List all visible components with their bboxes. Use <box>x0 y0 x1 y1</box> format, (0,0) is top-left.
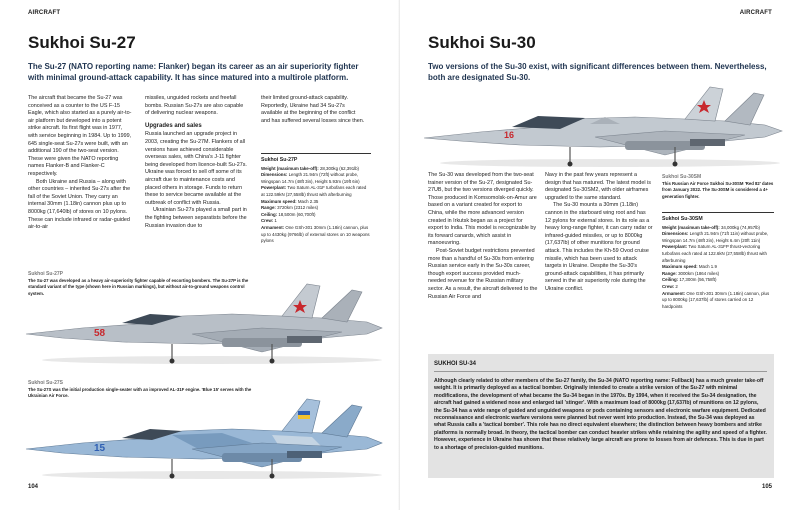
spec-key: Weight (maximum take-off): <box>662 224 720 230</box>
spec-value: Mach 1.9 <box>697 264 717 270</box>
spec-row <box>662 277 774 284</box>
spec-key: Dimensions: <box>261 172 288 178</box>
spec-value: Length 21.94m (72ft) without probe, Wingspan 14.7m (48ft 3in), Height 5.93m (19ft 6in) <box>261 172 360 184</box>
caption-title: Sukhoi Su-30SM <box>662 174 702 180</box>
page-title: Sukhoi Su-30 <box>428 33 536 52</box>
page-number: 105 <box>761 484 772 490</box>
spec-row <box>261 212 371 219</box>
su27s-illustration <box>22 395 394 485</box>
spec-value: Two Saturn AL-31FP thrust-vectoring turbofans each rated at 122.6kN (27,558lb) thrust with afterburning <box>662 244 767 263</box>
spec-value: 28,300kg (62,391lb) <box>318 165 360 171</box>
spec-value: 3720km (2312 miles) <box>275 205 319 211</box>
body-column-3 <box>261 95 365 125</box>
spec-value: 3000km (1864 miles) <box>676 270 720 276</box>
tail-number: 58 <box>94 328 106 339</box>
body-paragraph: missiles, unguided rockets and freefall bombs. Russian Su-27s are also capable of delivering nuclear weapons. <box>145 95 244 117</box>
su34-sidebar-box <box>428 354 774 478</box>
sidebar-divider <box>434 371 767 372</box>
body-paragraph: Navy in the past few years represent a design that has matured. The latest model is designated Su-30SM2, with older airframes upgraded to the same standard. <box>545 172 651 201</box>
body-paragraph: their limited ground-attack capability. Reportedly, Ukraine had 34 Su-27s available at the beginning of the conflict and has suffered several losses since then. <box>261 95 365 124</box>
caption-su30sm <box>662 174 774 200</box>
spec-row <box>662 271 774 278</box>
spec-key: Crew: <box>261 218 274 224</box>
spec-key: Range: <box>261 205 276 211</box>
su30sm-illustration <box>420 84 792 172</box>
caption-title: Sukhoi Su-27P <box>28 271 64 277</box>
lead-paragraph: Two versions of the Su-30 exist, with significant differences between them. Nevertheless, both are designated Su-30. <box>428 62 767 82</box>
spec-key: Maximum speed: <box>261 198 297 204</box>
body-paragraph: The aircraft that became the Su-27 was conceived as a counter to the US F-15 Eagle, which also started as a purely air-to-air platform but developed into a potent strike aircraft. Its first flight was in 1977, with service beginning in 1984. Up to 1999, 645 single-seat Su-27s were built, with an additional 190 of the two-seat version. These were given the NATO reporting names Flanker-B and Flanker-C respectively. <box>28 95 132 177</box>
spec-key: Ceiling: <box>662 277 679 283</box>
body-paragraph: Both Ukraine and Russia – along with other countries – inherited Su-27s after the fall of the Soviet Union. They carry an internal 30mm (1.18in) cannon plus up to 8000kg (17,640lb) of stores on 10 pylons. These can include infrared or radar-guided air-to-air <box>28 178 131 231</box>
spec-key: Armament: <box>662 290 686 296</box>
sidebar-text: Although clearly related to other members of the Su-27 family, the Su-34 (NATO reporting name: Fullback) has a much greater take-off weight. It is primarily deployed as a tactical bomber. Originally intended to create a strike version of the Su-27 with minimal modifications, the development of what became the Su-34 began in the 1970s. By 1994, when it received the Su-34 designation, the aircraft had gained a widened nose and enlarged tail 'stinger'. With a maximum load of 8000kg (17,637lb) of munitions on 12 pylons, the Su-34 has a wide range of guided and unguided weapons or pods containing sensors and electronic warfare equipment. Dedicated reconnaissance and electronic warfare versions were planned but never went into production. Instead, the Su-34 was deployed as what Russia calls a 'tactical bomber'. This role has no direct equivalent elsewhere; the distinction between heavy bombers and strike platforms is normally broad. In theory, the tactical bomber can conduct heavier strikes while retaining the agility and speed of a fighter. However, experience in Ukraine has shown that these relatively large aircraft are prone to losses from air defences. This is due in part to a shortage of precision-guided munitions. <box>434 378 767 451</box>
spec-row <box>261 172 371 185</box>
spec-title: Sukhoi Su-30SM <box>662 216 703 222</box>
spec-key: Crew: <box>662 283 675 289</box>
spec-key: Powerplant: <box>662 244 688 250</box>
spec-row <box>261 225 371 245</box>
caption-body: The Su-27S was the initial production single-seater with an improved AL-31F engine. 'Blue 15' serves with the Ukrainian Air Force. <box>28 387 252 399</box>
body-paragraph: Ukrainian Su-27s played a small part in the fighting between separatists before the Russian invasion due to <box>145 207 247 229</box>
spec-box-su27p <box>261 153 371 245</box>
spec-row <box>662 231 774 244</box>
body-column-1 <box>28 95 132 232</box>
spec-value: Mach 2.35 <box>296 198 319 204</box>
body-paragraph: Russia launched an upgrade project in 2003, creating the Su-27M. Flankers of all versions have achieved considerable overseas sales, with China's J-11 fighter being developed from licence-built Su-27s. Ukraine was forced to sell off some of its aircraft due to maintenance costs and placed others in storage. Funds to return these to service became available at the outbreak of conflict with Russia. <box>145 131 247 206</box>
spec-row <box>261 199 371 206</box>
spec-value: One GSh-301 30mm (1.18in) cannon, plus up to 8000kg (17,637lb) of stores carried on 12 hardpoints <box>662 290 770 309</box>
spec-value: 18,500m (60,700ft) <box>277 211 316 217</box>
section-label: AIRCRAFT <box>28 10 61 16</box>
tail-number: 15 <box>94 443 106 454</box>
spec-row <box>662 284 774 291</box>
body-column-1 <box>428 172 538 301</box>
spec-key: Powerplant: <box>261 185 287 191</box>
spec-value: 1 <box>273 218 277 224</box>
body-paragraph: The Su-30 was developed from the two-seat trainer version of the Su-27, designated Su-27UB, but the two versions diverged quickly. Those produced in Komsomolsk-on-Amur are based on a variant created for export to China, while the more advanced version created in Irkutsk began as a project for export to India. This model is recognizable by its forward canards, which assist in manoeuvring. <box>428 172 537 247</box>
spec-key: Maximum speed: <box>662 264 698 270</box>
spec-value: Two Saturn AL-31F turbofans each rated at 122.59kN (27,558lb) thrust with afterburning <box>261 185 367 197</box>
spec-row <box>261 205 371 212</box>
spec-key: Ceiling: <box>261 211 278 217</box>
sidebar-heading: SUKHOI SU-34 <box>434 361 477 367</box>
spec-value: 34,000kg (74,957lb) <box>719 224 761 230</box>
spec-box-su30sm <box>662 212 774 310</box>
caption-body: This Russian Air Force Sukhoi Su-30SM 'Red 82' dates from January 2022. The Su-30SM is considered a 4+ generation fighter. <box>662 181 774 199</box>
body-column-2 <box>145 95 249 230</box>
spec-row <box>261 218 371 225</box>
spec-title: Sukhoi Su-27P <box>261 157 298 163</box>
spec-row <box>662 244 774 264</box>
tail-number: 16 <box>504 130 515 140</box>
caption-body: The Su-27 was developed as a heavy air-superiority fighter capable of escorting bombers. The Su-27P is the standard variant of the type (shown here in Russian markings), but without air-to-ground weapons control system. <box>28 278 249 296</box>
spec-value: 2 <box>674 283 678 289</box>
section-label: AIRCRAFT <box>739 10 772 16</box>
spec-value: 17,300m (56,758ft) <box>678 277 717 283</box>
spec-row <box>662 264 774 271</box>
subheading: Upgrades and sales <box>145 122 202 129</box>
body-paragraph: Post-Soviet budget restrictions prevented more than a handful of Su-30s from entering Russian service early in the Su-30s career, though export success provided much-needed revenue for the Russian military sector. As a result, the aircraft delivered to the Russian Air Force and <box>428 247 538 300</box>
spec-value: Length 21.94m (71ft 11in) without probe, Wingspan 14.7m (48ft 2in), Height 6.4m (20ft 11in) <box>662 231 769 243</box>
su27p-illustration <box>22 278 394 373</box>
page-title: Sukhoi Su-27 <box>28 33 136 52</box>
spec-key: Range: <box>662 270 677 276</box>
spec-row <box>662 225 774 232</box>
body-column-2 <box>545 172 653 294</box>
spec-row <box>261 185 371 198</box>
spec-key: Weight (maximum take-off): <box>261 165 319 171</box>
spec-row <box>662 291 774 311</box>
spec-row <box>261 166 371 173</box>
spec-key: Dimensions: <box>662 231 689 237</box>
page-number: 104 <box>28 484 39 490</box>
lead-paragraph: The Su-27 (NATO reporting name: Flanker) began its career as an air superiority fighter with minimal ground-attack capability. It has since matured into a multirole platform. <box>28 62 359 82</box>
spec-value: One GSh-301 30mm (1.18in) cannon, plus up to 4430kg (9766lb) of external stores on 10 weapons pylons <box>261 224 370 244</box>
caption-title: Sukhoi Su-27S <box>28 380 64 386</box>
body-paragraph: The Su-30 mounts a 30mm (1.18in) cannon in the starboard wing root and has 12 pylons for external stores. In its role as a heavy long-range fighter, it can carry radar or infrared-guided missiles, or up to 8000kg (17,637lb) of other munitions for ground attack. This includes the Kh-59 Ovod cruise missile, which has been used to attack targets in Ukraine. Despite the Su-30's ground-attack capabilities, it has primarily served in the air superiority role during the Ukraine conflict. <box>545 202 653 292</box>
spec-key: Armament: <box>261 224 285 230</box>
